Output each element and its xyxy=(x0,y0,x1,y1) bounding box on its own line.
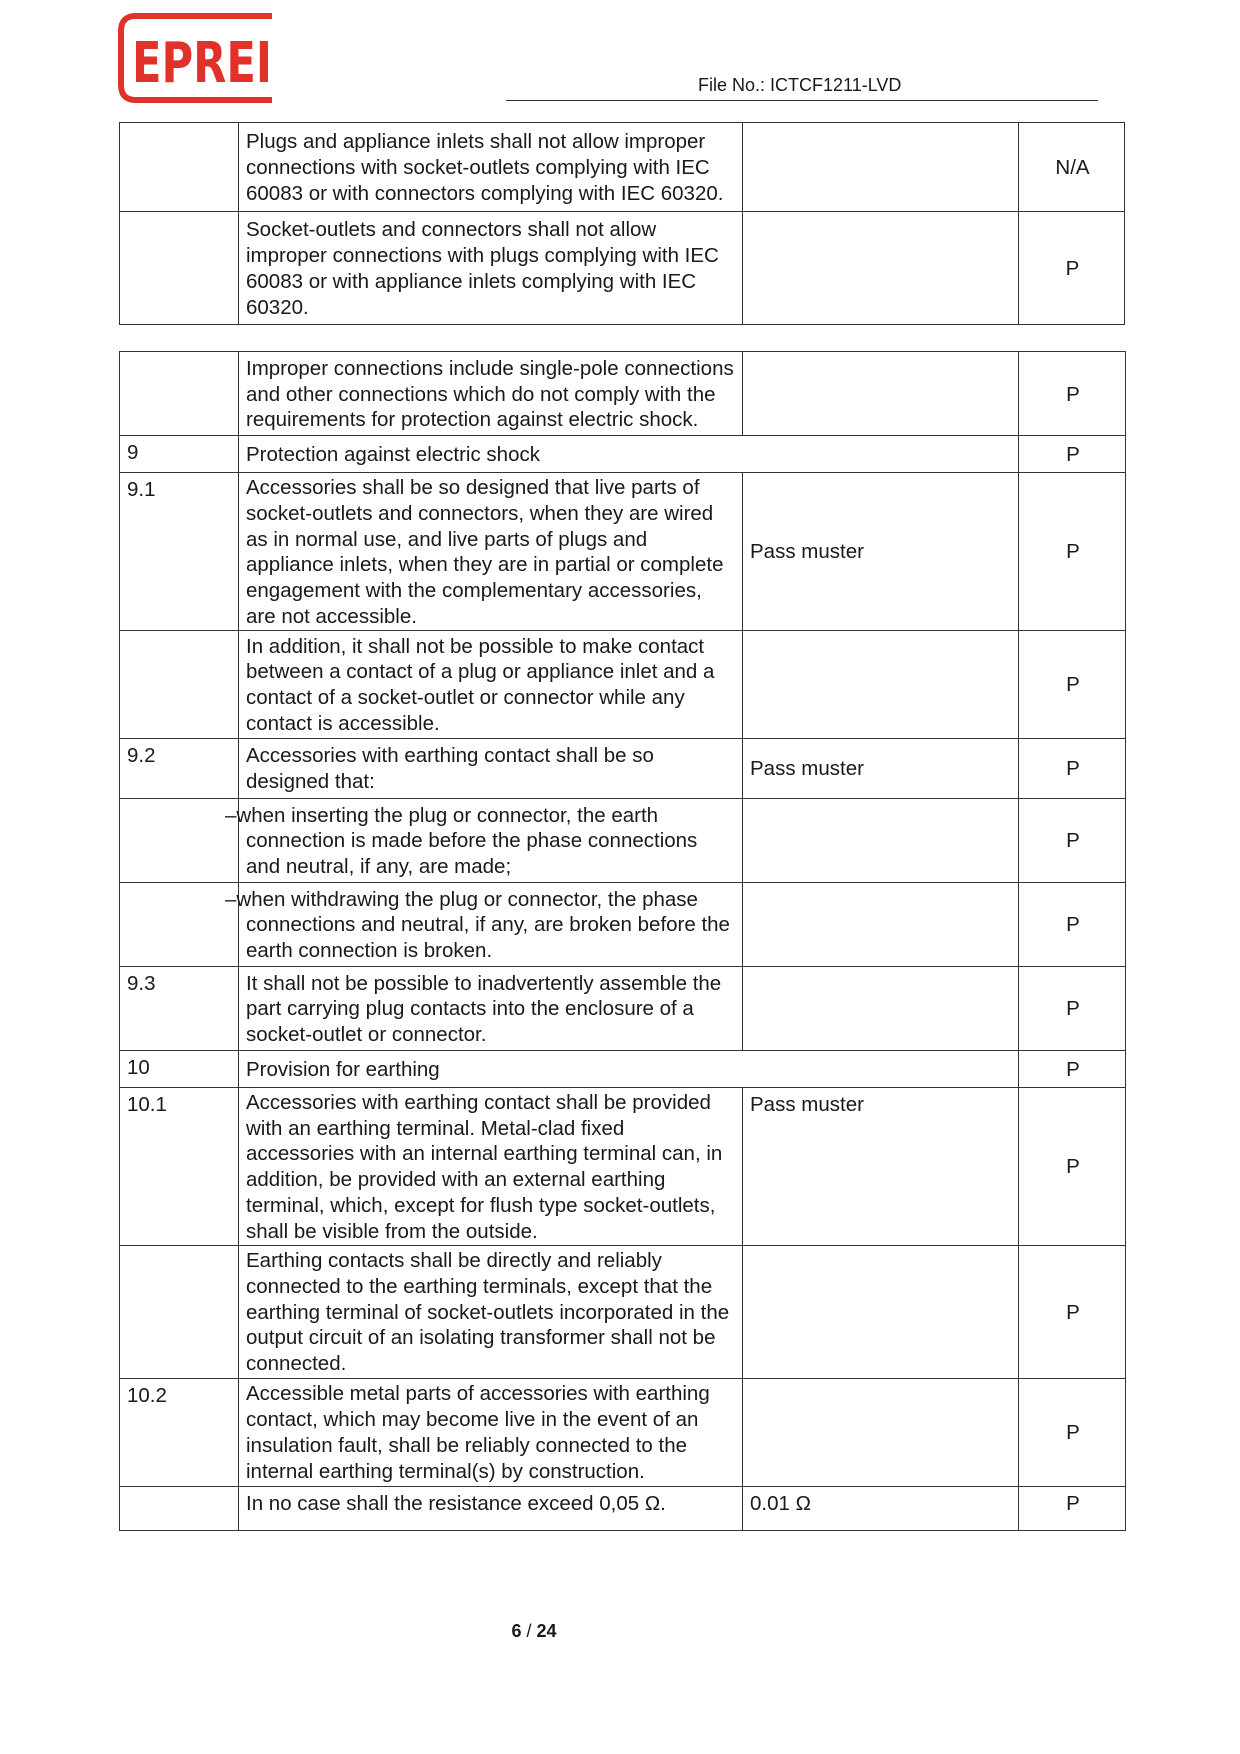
result-cell xyxy=(743,798,1019,882)
clause-cell xyxy=(120,1486,239,1530)
verdict-cell: P xyxy=(1019,1087,1126,1245)
table-row xyxy=(120,966,1126,1050)
page-number xyxy=(0,1621,1068,1642)
current-page: 6 xyxy=(511,1621,522,1641)
verdict-cell: P xyxy=(1019,352,1126,436)
result-cell xyxy=(743,882,1019,966)
table-row xyxy=(120,1486,1126,1530)
result-cell: Pass muster xyxy=(743,473,1019,631)
verdict-cell: N/A xyxy=(1019,123,1125,212)
section-row xyxy=(120,1050,1126,1087)
requirement-cell: Improper connections include single-pole connections and other connections which do not comply with the requirements for protection against electric shock. xyxy=(239,352,743,436)
clause-cell xyxy=(120,212,239,325)
clause-cell: 9.2 xyxy=(120,738,239,798)
table-row xyxy=(120,123,1125,212)
requirement-cell: In no case shall the resistance exceed 0,05 Ω. xyxy=(239,1486,743,1530)
table-row xyxy=(120,212,1125,325)
table-row xyxy=(120,352,1126,436)
file-number: File No.: ICTCF1211-LVD xyxy=(506,72,1098,101)
result-cell xyxy=(743,123,1019,212)
table-row xyxy=(120,798,1126,882)
requirement-cell: Plugs and appliance inlets shall not allow improper connections with socket-outlets complying with IEC 60083 or with connectors complying with IEC 60320. xyxy=(239,123,743,212)
section-row xyxy=(120,436,1126,473)
clause-cell xyxy=(120,1245,239,1378)
verdict-cell: P xyxy=(1019,1486,1126,1530)
result-cell xyxy=(743,1378,1019,1486)
verdict-cell: P xyxy=(1019,1050,1126,1087)
test-results-table-1 xyxy=(119,122,1125,325)
clause-cell xyxy=(120,798,239,882)
requirement-cell: –when inserting the plug or connector, the earth connection is made before the phase connections and neutral, if any, are made; xyxy=(239,798,743,882)
result-cell: 0.01 Ω xyxy=(743,1486,1019,1530)
clause-cell: 9.3 xyxy=(120,966,239,1050)
requirement-cell: It shall not be possible to inadvertently assemble the part carrying plug contacts into the enclosure of a socket-outlet or connector. xyxy=(239,966,743,1050)
result-cell xyxy=(743,966,1019,1050)
table-row xyxy=(120,630,1126,738)
company-logo xyxy=(118,12,280,108)
verdict-cell: P xyxy=(1019,212,1125,325)
result-cell: Pass muster xyxy=(743,1087,1019,1245)
clause-cell: 10 xyxy=(120,1050,239,1087)
verdict-cell: P xyxy=(1019,738,1126,798)
eprei-logo-icon xyxy=(118,12,280,108)
verdict-cell: P xyxy=(1019,473,1126,631)
clause-cell: 9 xyxy=(120,436,239,473)
clause-cell xyxy=(120,123,239,212)
verdict-cell: P xyxy=(1019,436,1126,473)
requirement-cell: Accessible metal parts of accessories with earthing contact, which may become live in the event of an insulation fault, shall be reliably connected to the internal earthing terminal(s) by construction. xyxy=(239,1378,743,1486)
table-row xyxy=(120,1378,1126,1486)
verdict-cell: P xyxy=(1019,882,1126,966)
table-row xyxy=(120,738,1126,798)
clause-cell: 10.1 xyxy=(120,1087,239,1245)
verdict-cell: P xyxy=(1019,1378,1126,1486)
result-cell xyxy=(743,630,1019,738)
clause-cell: 10.2 xyxy=(120,1378,239,1486)
result-cell xyxy=(743,212,1019,325)
verdict-cell: P xyxy=(1019,966,1126,1050)
clause-cell: 9.1 xyxy=(120,473,239,631)
requirement-cell: Accessories with earthing contact shall be so designed that: xyxy=(239,738,743,798)
requirement-cell: Earthing contacts shall be directly and reliably connected to the earthing terminals, except that the earthing terminal of socket-outlets incorporated in the output circuit of an isolating transformer shall not be connected. xyxy=(239,1245,743,1378)
test-results-table-2 xyxy=(119,351,1126,1531)
table-row xyxy=(120,1245,1126,1378)
requirement-cell: –when withdrawing the plug or connector, the phase connections and neutral, if any, are broken before the earth connection is broken. xyxy=(239,882,743,966)
requirement-cell: Socket-outlets and connectors shall not allow improper connections with plugs complying with IEC 60083 or with appliance inlets complying with IEC 60320. xyxy=(239,212,743,325)
clause-cell xyxy=(120,630,239,738)
result-cell xyxy=(743,352,1019,436)
clause-cell xyxy=(120,882,239,966)
page-separator: / xyxy=(526,1621,532,1641)
svg-text:EPREI: EPREI xyxy=(132,31,272,96)
table-row xyxy=(120,1087,1126,1245)
requirement-cell: In addition, it shall not be possible to make contact between a contact of a plug or appliance inlet and a contact of a socket-outlet or connector while any contact is accessible. xyxy=(239,630,743,738)
clause-cell xyxy=(120,352,239,436)
result-cell: Pass muster xyxy=(743,738,1019,798)
section-title-cell: Provision for earthing xyxy=(239,1050,1019,1087)
table-row xyxy=(120,473,1126,631)
result-cell xyxy=(743,1245,1019,1378)
verdict-cell: P xyxy=(1019,1245,1126,1378)
verdict-cell: P xyxy=(1019,798,1126,882)
requirement-cell: Accessories with earthing contact shall be provided with an earthing terminal. Metal-clad fixed accessories with an internal earthing terminal can, in addition, be provided with an external earthing terminal, which, except for flush type socket-outlets, shall be visible from the outside. xyxy=(239,1087,743,1245)
section-title-cell: Protection against electric shock xyxy=(239,436,1019,473)
requirement-cell: Accessories shall be so designed that live parts of socket-outlets and connectors, when they are wired as in normal use, and live parts of plugs and appliance inlets, when they are in partial or complete engagement with the complementary accessories, are not accessible. xyxy=(239,473,743,631)
table-row xyxy=(120,882,1126,966)
total-pages: 24 xyxy=(536,1621,557,1641)
verdict-cell: P xyxy=(1019,630,1126,738)
